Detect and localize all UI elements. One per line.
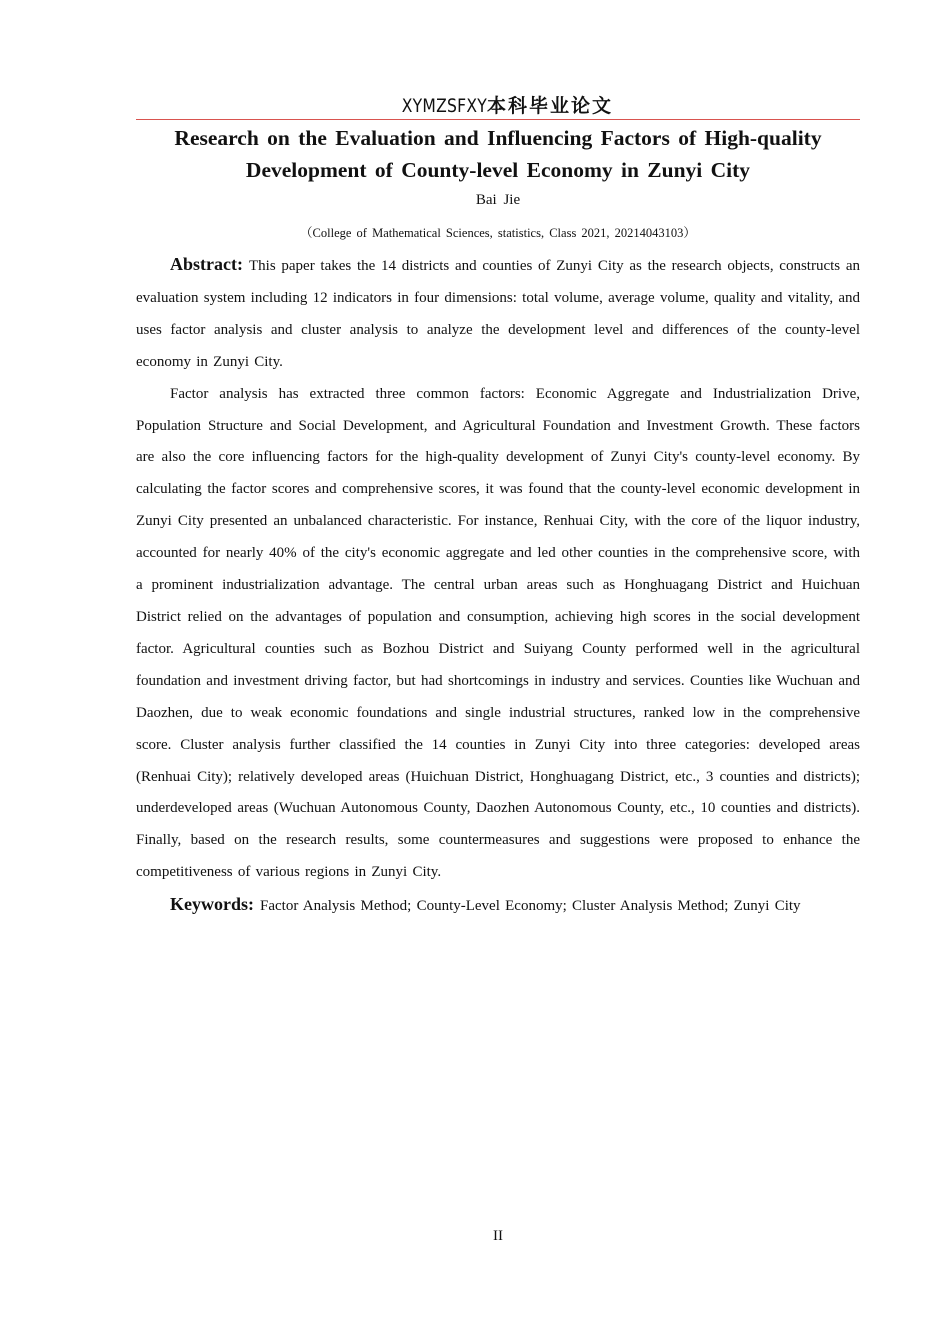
abstract-label: Abstract: [170,254,243,274]
page-number: II [493,1228,503,1244]
header-school-code: XYMZSFXY [401,95,488,117]
author-name: Bai Jie [475,192,521,208]
keywords-text: Factor Analysis Method; County-Level Economy; Cluster Analysis Method; Zunyi City [260,898,801,915]
header-thesis-label: 本科毕业论文 [487,95,614,117]
running-header [136,93,860,119]
abstract-paragraph-2: Factor analysis has extracted three common factors: Economic Aggregate and Industrialization Drive, Population Structure and Social Development, and Agricultural Foundation and Investment Growth. These factors are also the core influencing factors for the high-quality development of Zunyi City's county-level economy. By calculating the factor scores and comprehensive scores, it was found that the county-level economic development in Zunyi City presented an unbalanced characteristic. For instance, Renhuai City, with the core of the liquor industry, accounted for nearly 40% of the city's economic aggregate and led other counties in the comprehensive score, with a prominent industrialization advantage. The central urban areas such as Honghuagang District and Huichuan District relied on the advantages of population and consumption, achieving high scores in the social development factor. Agricultural counties such as Bozhou District and Suiyang County performed well in the agricultural foundation and investment driving factor, but had shortcomings in industry and services. Counties like Wuchuan and Daozhen, due to weak economic foundations and single industrial structures, ranked low in the comprehensive score. Cluster analysis further classified the 14 counties in Zunyi City into three categories: developed areas (Renhuai City); relatively developed areas (Huichuan District, Honghuagang District, etc., 3 counties and districts); underdeveloped areas (Wuchuan Autonomous County, Daozhen Autonomous County, etc., 10 counties and districts). Finally, based on the research results, some countermeasures and suggestions were proposed to enhance the competitiveness of various regions in Zunyi City. [136,385,860,881]
abstract-paragraph-1 [136,249,860,379]
header-divider [136,119,860,120]
paper-title: Research on the Evaluation and Influencing Factors of High-quality Development of County-level Economy in Zunyi City [174,126,822,182]
abstract-text-1: This paper takes the 14 districts and counties of Zunyi City as the research objects, constructs an evaluation system including 12 indicators in four dimensions: total volume, average volume, quality and vitality, and uses factor analysis and cluster analysis to analyze the development level and differences of the county-level economy in Zunyi City. [136,258,860,370]
author-affiliation: （College of Mathematical Sciences, statistics, Class 2021, 20214043103） [300,226,696,240]
keywords-paragraph [136,889,860,923]
abstract-section [136,249,860,923]
keywords-label: Keywords: [170,894,254,915]
